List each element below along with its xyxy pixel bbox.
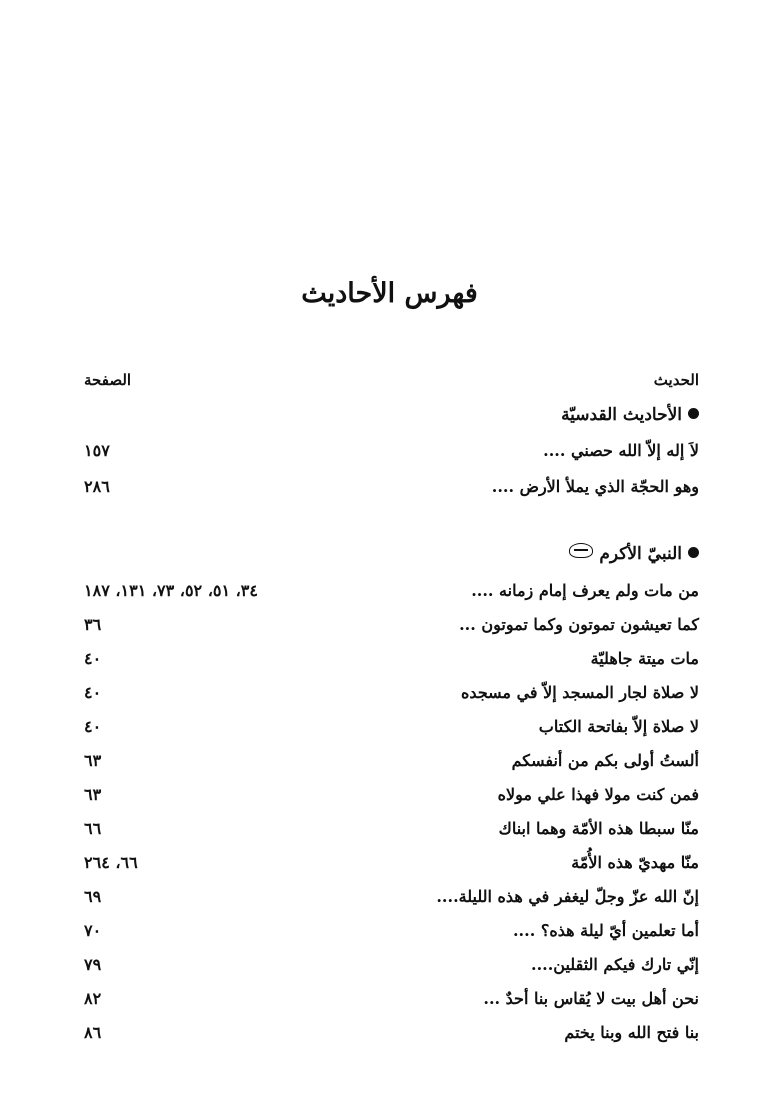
- hadith-text: ألستُ أولى بكم من أنفسكم: [511, 751, 699, 770]
- hadith-text: فمن كنت مولا فهذا علي مولاه: [497, 785, 699, 804]
- index-entry: [84, 780, 699, 810]
- index-entry: [84, 848, 699, 878]
- hadith-text: مات ميتة جاهليّة: [590, 649, 699, 668]
- hadith-text: منّا سبطا هذه الأمّة وهما ابناك: [498, 819, 699, 838]
- hadith-text: لا صلاة لجار المسجد إلاّ في مسجده: [461, 683, 699, 702]
- page-reference: ٣٦: [84, 615, 102, 634]
- page-reference: ٨٢: [84, 989, 102, 1008]
- hadith-text: من مات ولم يعرف إمام زمانه ....: [471, 581, 699, 600]
- index-entry: [84, 746, 699, 776]
- page-reference: ١٥٧: [84, 441, 110, 460]
- hadith-text: لاَ إله إلاّ الله حصني ....: [543, 441, 699, 460]
- index-entry: [84, 814, 699, 844]
- page-title: فهرس الأحاديث: [301, 278, 478, 309]
- index-entry: [84, 436, 699, 466]
- page-reference: ٦٦، ٢٦٤: [84, 853, 138, 872]
- hadith-text: منّا مهديّ هذه الأُمّة: [571, 853, 699, 872]
- page-reference: ٧٩: [84, 955, 102, 974]
- index-entry: [84, 1018, 699, 1048]
- index-entry: [84, 576, 699, 606]
- hadith-text: لا صلاة إلاّ بفاتحة الكتاب: [538, 717, 699, 736]
- page-reference: ٢٨٦: [84, 477, 110, 496]
- section-heading: [84, 400, 699, 430]
- page-reference: ٦٣: [84, 785, 102, 804]
- page-reference: ٤٠: [84, 717, 102, 736]
- bullet-icon: [688, 547, 699, 558]
- page-reference: ٦٦: [84, 819, 102, 838]
- hadith-text: بنا فتح الله وبنا يختم: [564, 1023, 699, 1042]
- column-header-row: [84, 365, 699, 395]
- hadith-text: أما تعلمين أيّ ليلة هذه؟ ....: [512, 921, 699, 940]
- page-reference: ٦٣: [84, 751, 102, 770]
- hadith-text: نحن أهل بيت لا يُقاس بنا أحدٌ ...: [483, 989, 699, 1008]
- hadith-text: وهو الحجّة الذي يملأ الأرض ....: [491, 477, 699, 496]
- index-entry: [84, 472, 699, 502]
- index-entry: [84, 712, 699, 742]
- hadith-text: إنّي تارك فيكم الثقلين....: [531, 955, 699, 974]
- section-heading: [84, 539, 699, 569]
- section-title: الأحاديث القدسيّة: [561, 405, 682, 425]
- index-entry: [84, 678, 699, 708]
- page-column-label: الصفحة: [84, 371, 132, 389]
- page-reference: ٨٦: [84, 1023, 102, 1042]
- hadith-column-label: الحديث: [653, 371, 699, 389]
- salla-allahu-alayhi-seal-icon: [569, 543, 593, 558]
- page-reference: ٤٠: [84, 649, 102, 668]
- bullet-icon: [688, 408, 699, 419]
- page-reference: ٣٤، ٥١، ٥٢، ٧٣، ١٣١، ١٨٧: [84, 581, 258, 600]
- index-entry: [84, 984, 699, 1014]
- page-reference: ٧٠: [84, 921, 102, 940]
- index-entry: [84, 610, 699, 640]
- index-entry: [84, 950, 699, 980]
- page-reference: ٤٠: [84, 683, 102, 702]
- section-title: النبيّ الأكرم: [599, 544, 682, 564]
- hadith-text: كما تعيشون تموتون وكما تموتون ...: [459, 615, 699, 634]
- index-entry: [84, 644, 699, 674]
- index-entry: [84, 882, 699, 912]
- index-entry: [84, 916, 699, 946]
- page-reference: ٦٩: [84, 887, 102, 906]
- hadith-text: إنّ الله عزّ وجلّ ليغفر في هذه الليلة....: [436, 887, 699, 906]
